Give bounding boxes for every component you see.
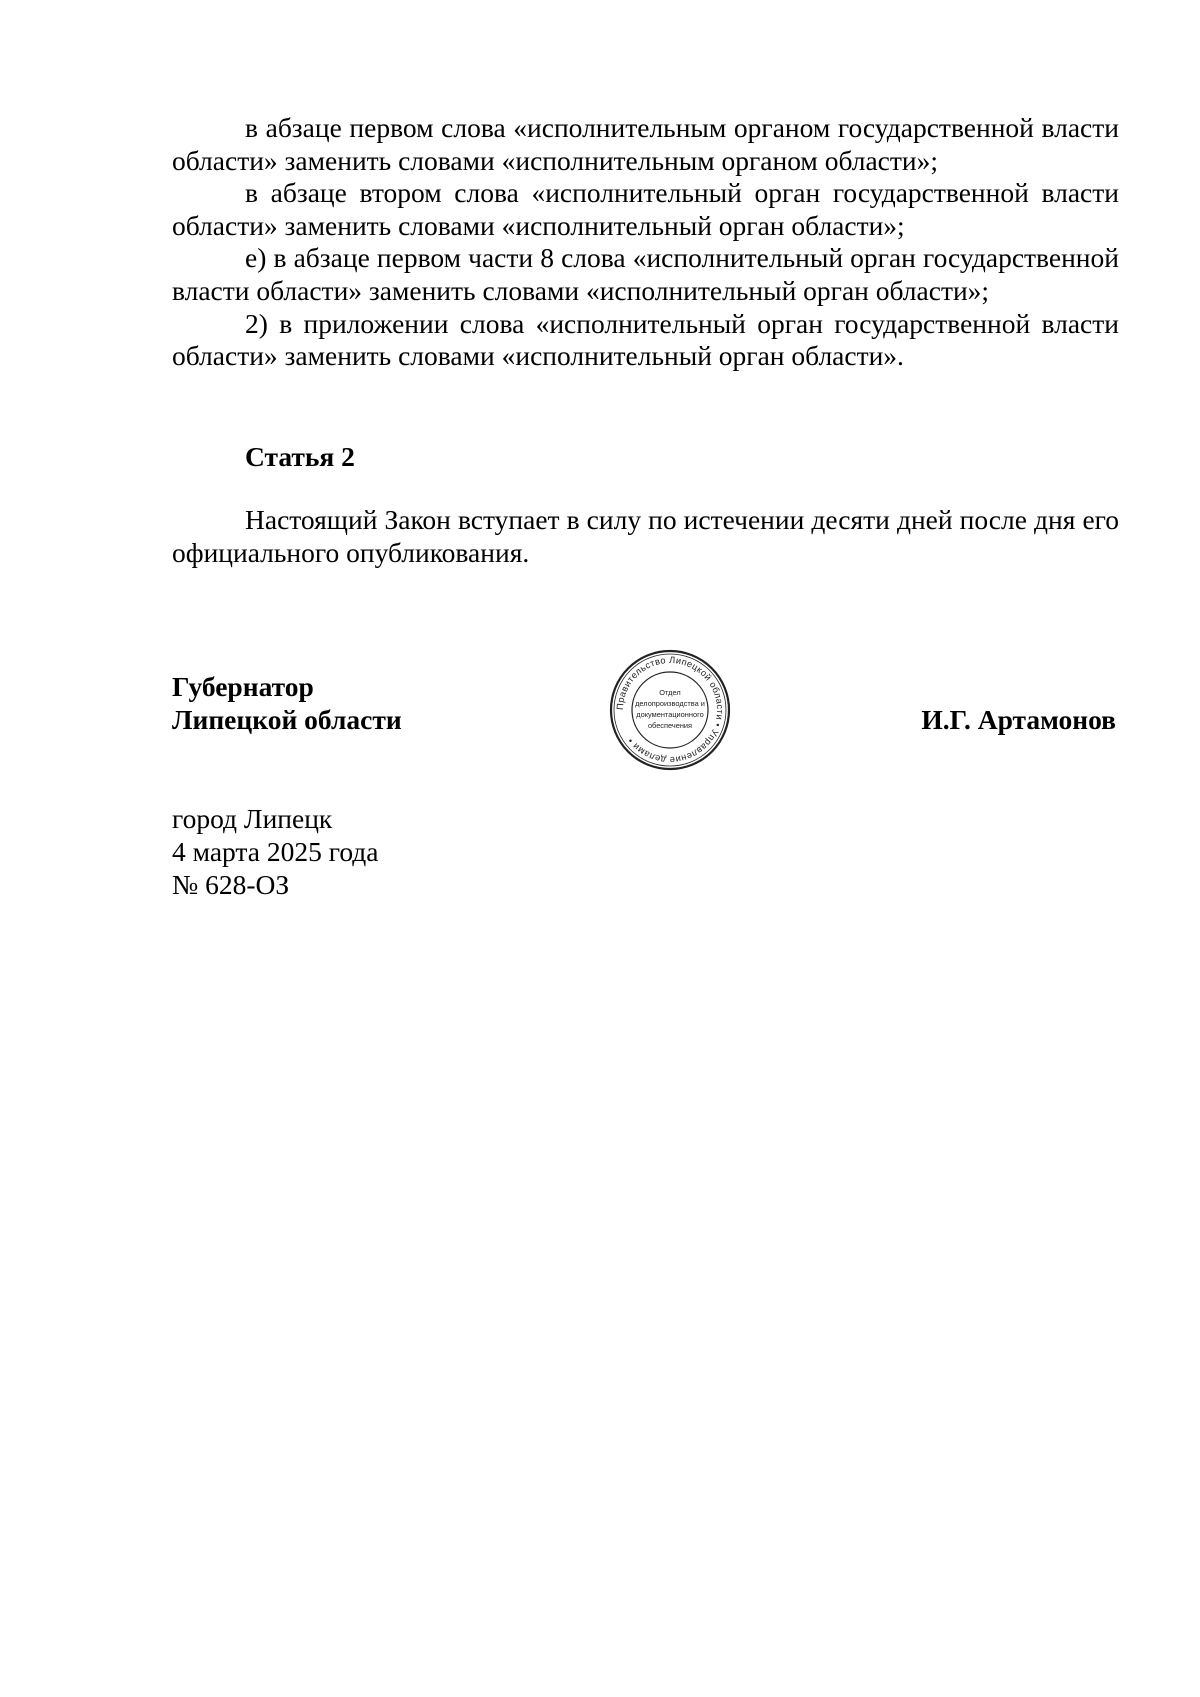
stamp-inner-line-2: делопроизводства и xyxy=(635,699,705,708)
footer-city: город Липецк xyxy=(172,803,333,834)
paragraph-2: в абзаце втором слова «исполнительный орган государственной власти области» заменить словами «исполнительный орган области»; xyxy=(172,177,1119,241)
stamp-inner-line-3: документационного xyxy=(636,710,704,719)
document-footer xyxy=(172,802,379,901)
signatory-name: И.Г. Артамонов xyxy=(921,704,1116,735)
article-2-body xyxy=(172,504,1119,569)
article-heading: Статья 2 xyxy=(245,441,355,472)
amendment-text xyxy=(172,112,1119,373)
signatory-title-line-2: Липецкой области xyxy=(172,704,402,735)
signatory-title xyxy=(172,670,402,736)
stamp-outer-text: Правительство Липецкой области • Управление делами • xyxy=(614,654,726,766)
footer-date: 4 марта 2025 года xyxy=(172,836,379,867)
article-2-text: Настоящий Закон вступает в силу по истечении десяти дней после дня его официального опубликования. xyxy=(172,504,1119,568)
signatory-title-line-1: Губернатор xyxy=(172,671,314,702)
stamp-inner-line-1: Отдел xyxy=(659,688,681,697)
paragraph-4: 2) в приложении слова «исполнительный орган государственной власти области» заменить словами «исполнительный орган области». xyxy=(172,307,1119,372)
official-stamp xyxy=(608,648,732,772)
stamp-inner-line-4: обеспечения xyxy=(647,721,693,730)
paragraph-1: в абзаце первом слова «исполнительным органом государственной власти области» заменить словами «исполнительным органом области»; xyxy=(172,112,1119,176)
paragraph-3: е) в абзаце первом части 8 слова «исполнительный орган государственной власти области» заменить словами «исполнительный орган области»; xyxy=(172,242,1119,306)
footer-number: № 628-ОЗ xyxy=(172,869,290,900)
